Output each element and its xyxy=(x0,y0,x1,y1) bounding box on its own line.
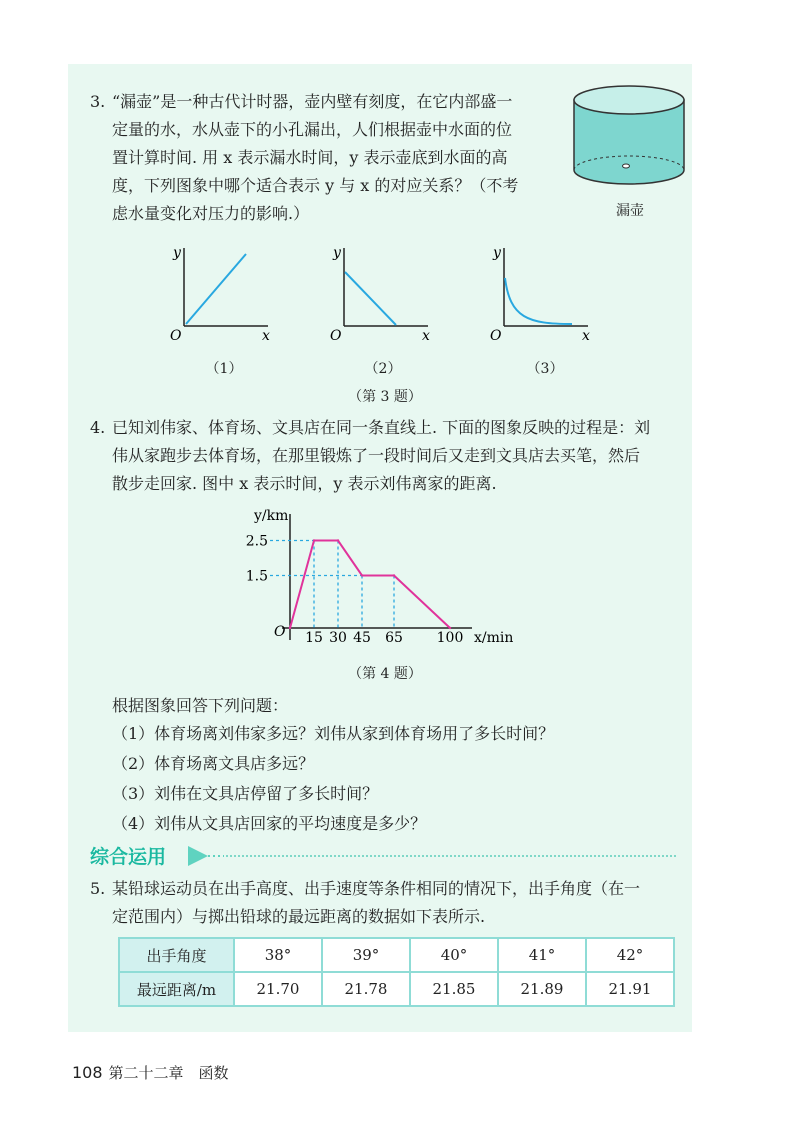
graph-1-y-label: y xyxy=(173,245,181,261)
section-divider xyxy=(226,855,676,857)
data-point xyxy=(361,574,363,576)
problem-4-question-2: （2）体育场离文具店多远？ xyxy=(112,754,315,773)
table-row xyxy=(119,938,674,972)
table-cell: 21.89 xyxy=(498,972,586,1006)
table-cell: 38° xyxy=(234,938,322,972)
graph-3 xyxy=(486,240,602,344)
graph-1-line xyxy=(186,254,246,324)
graph-2-origin: O xyxy=(330,328,342,344)
problem-3-line-3: 置计算时间. 用 x 表示漏水时间，y 表示壶底到水面的高 xyxy=(112,148,508,167)
data-point xyxy=(337,539,339,541)
table-cell: 21.85 xyxy=(410,972,498,1006)
table-cell: 21.70 xyxy=(234,972,322,1006)
x-tick-label: 45 xyxy=(353,630,371,646)
problem-4-intro: 根据图象回答下列问题： xyxy=(112,696,289,715)
data-point xyxy=(393,574,395,576)
table-row xyxy=(119,972,674,1006)
graph-1-label: （1） xyxy=(205,361,243,377)
section-heading: 综合运用 xyxy=(90,846,167,868)
problem-4-line-2: 伟从家跑步去体育场，在那里锻炼了一段时间后又走到文具店去买笔，然后 xyxy=(112,446,641,465)
graph-1-origin: O xyxy=(170,328,182,344)
graph-3-y-label: y xyxy=(493,245,501,261)
problem-3-line-2: 定量的水，水从壶下的小孔漏出，人们根据壶中水面的位 xyxy=(112,120,513,139)
table-cell: 39° xyxy=(322,938,410,972)
graph-3-curve xyxy=(505,278,572,324)
x-tick-label: 15 xyxy=(305,630,323,646)
problem-4-question-3: （3）刘伟在文具店停留了多长时间？ xyxy=(112,784,379,803)
table-cell: 41° xyxy=(498,938,586,972)
problem-3-line-4: 度，下列图象中哪个适合表示 y 与 x 的对应关系？（不考 xyxy=(112,176,519,195)
graph-3-label: （3） xyxy=(526,361,564,377)
problem-4-question-4: （4）刘伟从文具店回家的平均速度是多少？ xyxy=(112,814,427,833)
problem-4-caption: （第 4 题） xyxy=(348,666,422,682)
x-axis-label: x/min xyxy=(474,630,514,646)
water-clock-label: 漏壶 xyxy=(616,203,644,219)
x-tick-label: 65 xyxy=(385,630,403,646)
problem-5-number: 5. xyxy=(90,879,106,898)
water-clock-illustration xyxy=(570,82,688,192)
table-cell: 40° xyxy=(410,938,498,972)
row-header-angle: 出手角度 xyxy=(119,938,234,972)
graph-2-y-label: y xyxy=(333,245,341,261)
y-tick-label: 1.5 xyxy=(245,568,268,585)
graph-2 xyxy=(326,240,442,344)
data-point xyxy=(449,627,451,629)
problem-3-line-5: 虑水量变化对压力的影响.） xyxy=(112,204,310,223)
chapter-title: 第二十二章 函数 xyxy=(108,1064,229,1082)
throw-data-table xyxy=(118,937,675,1007)
graph-2-line xyxy=(345,272,396,325)
data-point xyxy=(313,539,315,541)
problem-3-number: 3. xyxy=(90,92,106,111)
origin-label: O xyxy=(274,624,286,640)
graph-2-x-label: x xyxy=(422,328,430,344)
problem-3-caption: （第 3 题） xyxy=(348,389,422,405)
y-axis-label: y/km xyxy=(254,508,289,524)
distance-time-chart xyxy=(236,500,526,652)
page-footer xyxy=(72,1062,229,1083)
row-header-distance: 最远距离/m xyxy=(119,972,234,1006)
problem-3-line-1: “漏壶”是一种古代计时器，壶内壁有刻度，在它内部盛一 xyxy=(112,92,513,111)
graph-3-x-label: x xyxy=(582,328,590,344)
problem-4-line-1: 已知刘伟家、体育场、文具店在同一条直线上. 下面的图象反映的过程是：刘 xyxy=(112,418,651,437)
section-arrow-icon xyxy=(186,844,226,868)
table-cell: 42° xyxy=(586,938,674,972)
table-cell: 21.78 xyxy=(322,972,410,1006)
data-point xyxy=(289,627,291,629)
y-tick-label: 2.5 xyxy=(245,533,268,550)
graph-1 xyxy=(166,240,282,344)
table-cell: 21.91 xyxy=(586,972,674,1006)
problem-5-line-1: 某铅球运动员在出手高度、出手速度等条件相同的情况下，出手角度（在一 xyxy=(112,879,641,898)
problem-4-line-3: 散步走回家. 图中 x 表示时间，y 表示刘伟离家的距离. xyxy=(112,474,497,493)
graph-3-origin: O xyxy=(490,328,502,344)
problem-5-line-2: 定范围内）与掷出铅球的最远距离的数据如下表所示. xyxy=(112,907,486,926)
page-number: 108 xyxy=(72,1063,103,1082)
graph-2-label: （2） xyxy=(364,361,402,377)
x-tick-label: 100 xyxy=(436,630,464,646)
problem-4-number: 4. xyxy=(90,418,106,437)
graph-1-x-label: x xyxy=(262,328,270,344)
x-tick-label: 30 xyxy=(329,630,347,646)
problem-4-question-1: （1）体育场离刘伟家多远？刘伟从家到体育场用了多长时间？ xyxy=(112,724,555,743)
